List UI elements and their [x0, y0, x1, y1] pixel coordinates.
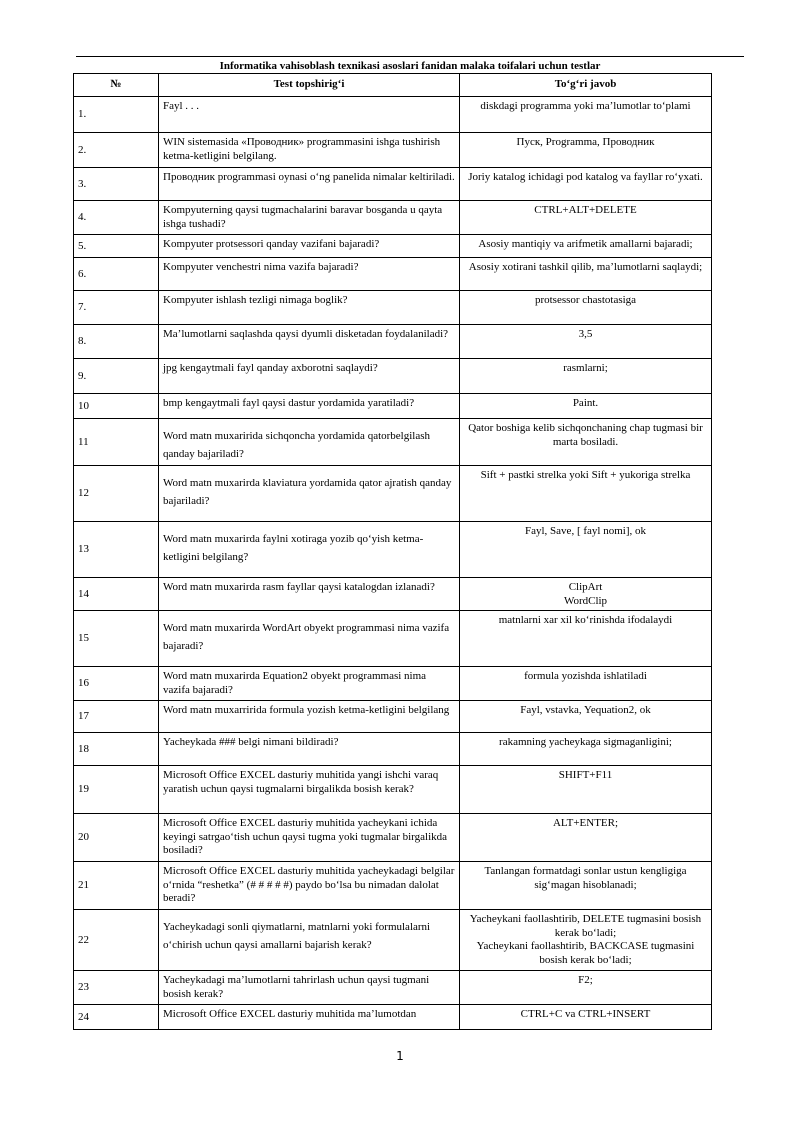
row-question: Microsoft Office EXCEL dasturiy muhitida ma’lumotdan	[159, 1005, 460, 1030]
row-answer: Fayl, Save, [ fayl nomi], ok	[460, 522, 712, 578]
table-row	[74, 701, 712, 733]
row-question: Kompyuter protsessori qanday vazifani bajaradi?	[159, 235, 460, 258]
table-row	[74, 201, 712, 235]
row-question: Yacheykadagi ma’lumotlarni tahrirlash uchun qaysi tugmani bosish kerak?	[159, 971, 460, 1005]
row-answer: rasmlarni;	[460, 359, 712, 394]
row-number: 6.	[74, 258, 159, 291]
row-answer: Asosiy xotirani tashkil qilib, ma’lumotlarni saqlaydi;	[460, 258, 712, 291]
row-number: 8.	[74, 325, 159, 359]
table-row	[74, 168, 712, 201]
row-answer: Tanlangan formatdagi sonlar ustun kengligiga sig‘magan hisoblanadi;	[460, 862, 712, 910]
row-number: 10	[74, 394, 159, 419]
header-number: №	[74, 74, 159, 97]
table-row	[74, 394, 712, 419]
document-title: Informatika vahisoblash texnikasi asoslari fanidan malaka toifalari uchun testlar	[219, 60, 601, 72]
row-answer: Fayl, vstavka, Yequation2, ok	[460, 701, 712, 733]
row-question: Word matn muxarirda faylni xotiraga yozib qo‘yish ketma-ketligini belgilang?	[159, 522, 460, 578]
table-row	[74, 133, 712, 168]
row-number: 21	[74, 862, 159, 910]
row-answer: 3,5	[460, 325, 712, 359]
row-answer: F2;	[460, 971, 712, 1005]
row-number: 9.	[74, 359, 159, 394]
row-number: 19	[74, 766, 159, 814]
row-answer: Пуск, Programma, Проводник	[460, 133, 712, 168]
test-table	[73, 73, 712, 1030]
table-row	[74, 814, 712, 862]
row-question: Word matn muxarirda Equation2 obyekt programmasi nima vazifa bajaradi?	[159, 667, 460, 701]
page-number: 1	[396, 1049, 404, 1063]
row-question: bmp kengaytmali fayl qaysi dastur yordamida yaratiladi?	[159, 394, 460, 419]
row-number: 14	[74, 578, 159, 611]
table-row	[74, 97, 712, 133]
table-row	[74, 258, 712, 291]
table-row	[74, 667, 712, 701]
row-question: Ma’lumotlarni saqlashda qaysi dyumli disketadan foydalaniladi?	[159, 325, 460, 359]
row-answer: rakamning yacheykaga sigmaganligini;	[460, 733, 712, 766]
table-row	[74, 611, 712, 667]
table-row	[74, 733, 712, 766]
row-question: Kompyuterning qaysi tugmachalarini baravar bosganda u qayta ishga tushadi?	[159, 201, 460, 235]
row-answer: CTRL+C va CTRL+INSERT	[460, 1005, 712, 1030]
row-number: 13	[74, 522, 159, 578]
row-number: 23	[74, 971, 159, 1005]
row-answer: Asosiy mantiqiy va arifmetik amallarni bajaradi;	[460, 235, 712, 258]
row-number: 3.	[74, 168, 159, 201]
row-number: 7.	[74, 291, 159, 325]
row-answer: CTRL+ALT+DELETE	[460, 201, 712, 235]
row-question: Word matn muxarirda WordArt obyekt programmasi nima vazifa bajaradi?	[159, 611, 460, 667]
table-row	[74, 359, 712, 394]
header-answer: To‘g‘ri javob	[460, 74, 712, 97]
row-number: 11	[74, 419, 159, 466]
row-number: 16	[74, 667, 159, 701]
table-row	[74, 910, 712, 971]
row-number: 24	[74, 1005, 159, 1030]
top-rule	[76, 56, 744, 57]
row-answer: protsessor chastotasiga	[460, 291, 712, 325]
row-question: Kompyuter venchestri nima vazifa bajaradi?	[159, 258, 460, 291]
table-row	[74, 862, 712, 910]
row-number: 1.	[74, 97, 159, 133]
row-number: 15	[74, 611, 159, 667]
row-question: Word matn muxarirda rasm fayllar qaysi katalogdan izlanadi?	[159, 578, 460, 611]
row-answer: formula yozishda ishlatiladi	[460, 667, 712, 701]
row-answer: Yacheykani faollashtirib, DELETE tugmasini bosish kerak bo‘ladi; Yacheykani faollashtirib, BACKCASE tugmasini bosish kerak bo‘ladi;	[460, 910, 712, 971]
row-question: Yacheykada ### belgi nimani bildiradi?	[159, 733, 460, 766]
row-answer: ClipArt WordClip	[460, 578, 712, 611]
row-answer: diskdagi programma yoki ma’lumotlar to‘plami	[460, 97, 712, 133]
row-number: 17	[74, 701, 159, 733]
row-question: Word matn muxarririda formula yozish ketma-ketligini belgilang	[159, 701, 460, 733]
row-question: jpg kengaytmali fayl qanday axborotni saqlaydi?	[159, 359, 460, 394]
row-question: Kompyuter ishlash tezligi nimaga boglik?	[159, 291, 460, 325]
row-answer: matnlarni xar xil ko‘rinishda ifodalaydi	[460, 611, 712, 667]
table-row	[74, 325, 712, 359]
row-question: Yacheykadagi sonli qiymatlarni, matnlarni yoki formulalarni o‘chirish uchun qaysi amallarni bajarish kerak?	[159, 910, 460, 971]
row-question: Word matn muxaririda sichqoncha yordamida qatorbelgilash qanday bajariladi?	[159, 419, 460, 466]
row-answer: ALT+ENTER;	[460, 814, 712, 862]
row-answer: Joriy katalog ichidagi pod katalog va fayllar ro‘yxati.	[460, 168, 712, 201]
table-row	[74, 235, 712, 258]
row-question: Проводник programmasi oynasi o‘ng panelida nimalar keltiriladi.	[159, 168, 460, 201]
row-answer: SHIFT+F11	[460, 766, 712, 814]
row-question: Microsoft Office EXCEL dasturiy muhitida yangi ishchi varaq yaratish uchun qaysi tugmalarni birgalikda bosish kerak?	[159, 766, 460, 814]
row-question: Microsoft Office EXCEL dasturiy muhitida yacheykani ichida keyingi satrgao‘tish uchun qaysi tugma yoki tugmalar birgalikda bosiladi?	[159, 814, 460, 862]
table-row	[74, 1005, 712, 1030]
row-answer: Paint.	[460, 394, 712, 419]
row-number: 22	[74, 910, 159, 971]
table-row	[74, 419, 712, 466]
row-question: Word matn muxarirda klaviatura yordamida qator ajratish qanday bajariladi?	[159, 466, 460, 522]
row-number: 18	[74, 733, 159, 766]
table-row	[74, 766, 712, 814]
table-row	[74, 522, 712, 578]
table-row	[74, 291, 712, 325]
row-question: WIN sistemasida «Проводник» programmasini ishga tushirish ketma-ketligini belgilang.	[159, 133, 460, 168]
row-number: 4.	[74, 201, 159, 235]
row-question: Fayl . . .	[159, 97, 460, 133]
table-row	[74, 578, 712, 611]
row-number: 5.	[74, 235, 159, 258]
row-number: 2.	[74, 133, 159, 168]
row-number: 20	[74, 814, 159, 862]
row-question: Microsoft Office EXCEL dasturiy muhitida yacheykadagi belgilar o‘rnida “reshetka” (# # # # #) paydo bo‘lsa bu nimadan dalolat beradi?	[159, 862, 460, 910]
row-answer: Qator boshiga kelib sichqonchaning chap tugmasi bir marta bosiladi.	[460, 419, 712, 466]
table-header-row	[74, 74, 712, 97]
row-answer: Sift + pastki strelka yoki Sift + yukoriga strelka	[460, 466, 712, 522]
header-question: Test topshirig‘i	[159, 74, 460, 97]
table-row	[74, 971, 712, 1005]
table-row	[74, 466, 712, 522]
row-number: 12	[74, 466, 159, 522]
